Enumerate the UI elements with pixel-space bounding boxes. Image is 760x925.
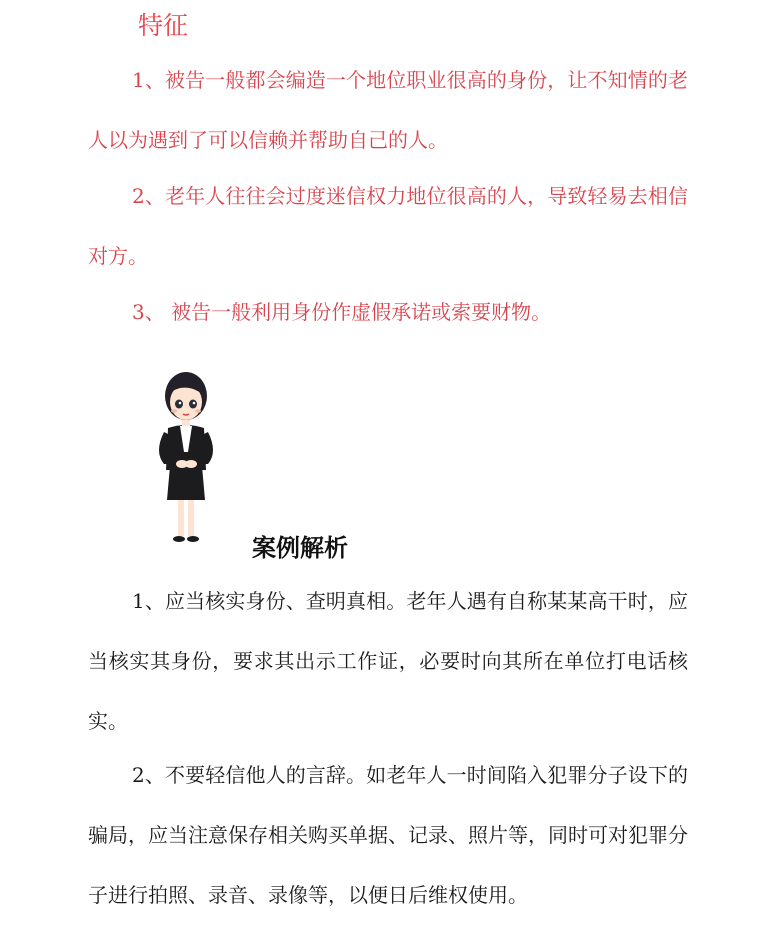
feature-item-2: 2、老年人往往会过度迷信权力地位很高的人，导致轻易去相信对方。 (88, 184, 688, 268)
businesswoman-cartoon-icon (150, 366, 222, 548)
feature-item-3: 3、 被告一般利用身份作虚假承诺或索要财物。 (132, 300, 552, 324)
case-item-1: 1、应当核实身份、查明真相。老年人遇有自称某某高干时，应当核实其身份，要求其出示工作证，必要时向其所在单位打电话核实。 (88, 589, 688, 733)
features-heading: 特征 (138, 11, 189, 40)
case-analysis-heading: 案例解析 (252, 534, 348, 562)
feature-item-1: 1、被告一般都会编造一个地位职业很高的身份，让不知情的老人以为遇到了可以信赖并帮助自己的人。 (88, 68, 688, 152)
case-item-2: 2、不要轻信他人的言辞。如老年人一时间陷入犯罪分子设下的骗局，应当注意保存相关购买单据、记录、照片等，同时可对犯罪分子进行拍照、录音、录像等，以便日后维权使用。 (88, 763, 688, 907)
